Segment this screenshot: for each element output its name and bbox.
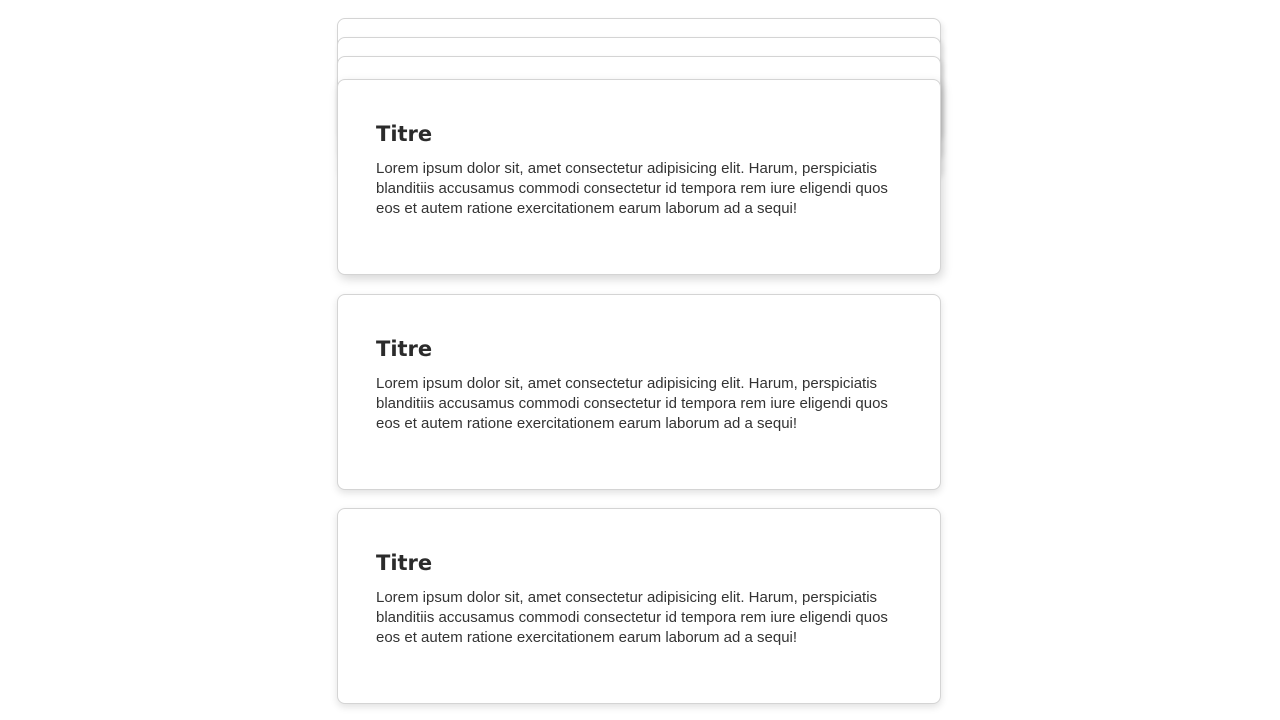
card[interactable] <box>337 294 941 490</box>
card-text: Lorem ipsum dolor sit, amet consectetur adipisicing elit. Harum, perspiciatis blanditiis accusamus commodi consectetur id tempora rem iure eligendi quos eos et autem ratione exercitationem earum laborum ad a sequi! <box>376 160 888 217</box>
card-title: Titre <box>376 551 433 575</box>
card-title: Titre <box>376 337 433 361</box>
card-title: Titre <box>376 122 433 146</box>
card-text: Lorem ipsum dolor sit, amet consectetur adipisicing elit. Harum, perspiciatis blanditiis accusamus commodi consectetur id tempora rem iure eligendi quos eos et autem ratione exercitationem earum laborum ad a sequi! <box>376 589 888 646</box>
card[interactable] <box>337 508 941 704</box>
card[interactable] <box>337 79 941 275</box>
card-text: Lorem ipsum dolor sit, amet consectetur adipisicing elit. Harum, perspiciatis blanditiis accusamus commodi consectetur id tempora rem iure eligendi quos eos et autem ratione exercitationem earum laborum ad a sequi! <box>376 375 888 432</box>
